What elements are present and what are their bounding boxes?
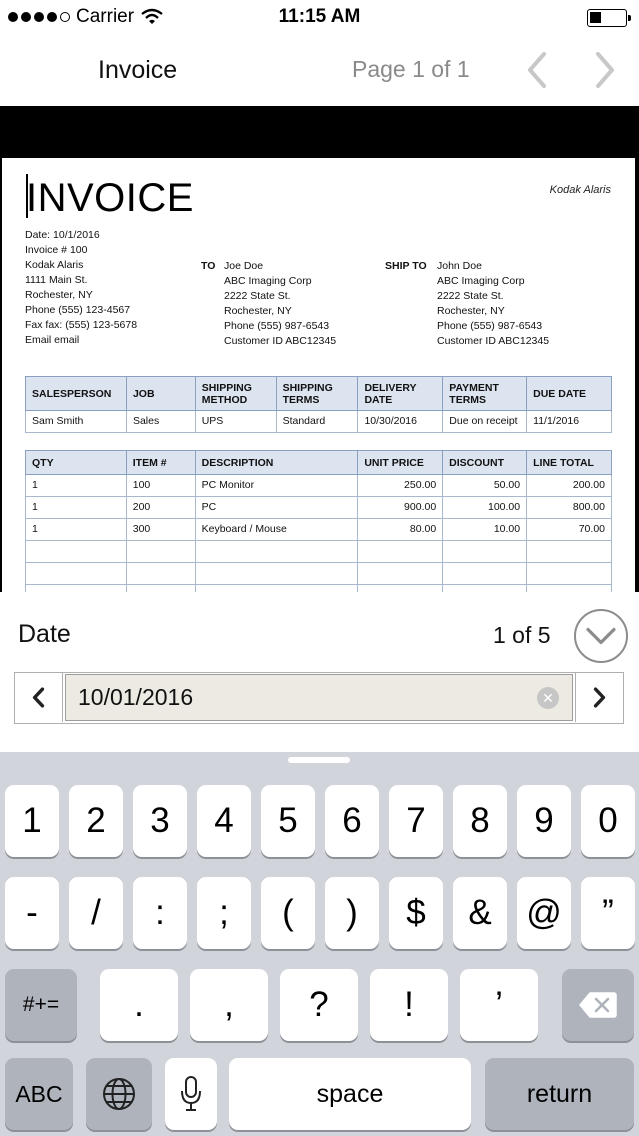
key-semicolon[interactable]: ; xyxy=(197,877,251,949)
table-cell[interactable] xyxy=(527,563,612,585)
invoice-date[interactable]: Date: 10/1/2016 xyxy=(25,229,100,241)
abc-mode-key[interactable]: ABC xyxy=(5,1058,73,1130)
table-cell[interactable]: Standard xyxy=(276,411,358,433)
table-row xyxy=(26,519,612,541)
space-key[interactable]: space xyxy=(229,1058,471,1130)
table-cell[interactable]: 800.00 xyxy=(527,497,612,519)
table-cell[interactable]: Keyboard / Mouse xyxy=(195,519,358,541)
key-7[interactable]: 7 xyxy=(389,785,443,857)
table-cell[interactable]: 10/30/2016 xyxy=(358,411,443,433)
field-editor-panel xyxy=(0,592,639,752)
key-quote[interactable]: ” xyxy=(581,877,635,949)
key-at[interactable]: @ xyxy=(517,877,571,949)
table-cell[interactable]: 300 xyxy=(126,519,195,541)
table-row xyxy=(26,563,612,585)
key-9[interactable]: 9 xyxy=(517,785,571,857)
ship-to-line: 2222 State St. xyxy=(437,290,504,302)
key-dollar[interactable]: $ xyxy=(389,877,443,949)
key-more-symbols[interactable]: #+= xyxy=(5,969,77,1041)
table-cell[interactable]: 11/1/2016 xyxy=(527,411,612,433)
recipient-line: ABC Imaging Corp xyxy=(224,275,312,287)
table-cell[interactable] xyxy=(195,563,358,585)
table-cell[interactable]: 10.00 xyxy=(443,519,527,541)
sender-line: Rochester, NY xyxy=(25,289,93,301)
microphone-icon xyxy=(179,1075,203,1113)
table-cell[interactable] xyxy=(527,585,612,593)
column-header: DELIVERY DATE xyxy=(358,377,443,411)
table-cell[interactable] xyxy=(195,585,358,593)
column-header: JOB xyxy=(126,377,195,411)
clock: 11:15 AM xyxy=(278,6,361,27)
invoice-page xyxy=(2,158,635,592)
table-cell[interactable]: 200 xyxy=(126,497,195,519)
key-6[interactable]: 6 xyxy=(325,785,379,857)
navigation-bar xyxy=(0,36,639,106)
table-cell[interactable]: 1 xyxy=(26,519,127,541)
recipient-line: 2222 State St. xyxy=(224,290,291,302)
line-items-table xyxy=(25,450,612,592)
next-page-button[interactable] xyxy=(588,50,624,90)
recipient-line: Joe Doe xyxy=(224,260,264,272)
column-header: DESCRIPTION xyxy=(195,451,358,475)
sender-line: 1111 Main St. xyxy=(25,274,88,286)
table-cell[interactable]: 1 xyxy=(26,497,127,519)
ship-to-label: SHIP TO xyxy=(385,260,427,272)
table-cell[interactable] xyxy=(358,585,443,593)
recipient-line: Customer ID ABC12345 xyxy=(224,335,337,347)
numeric-keyboard xyxy=(0,752,639,1136)
globe-key[interactable] xyxy=(86,1058,152,1130)
field-input-row xyxy=(14,672,624,724)
table-cell[interactable]: 100.00 xyxy=(443,497,527,519)
table-cell[interactable]: 80.00 xyxy=(358,519,443,541)
table-header-row xyxy=(26,451,612,475)
table-header-row xyxy=(26,377,612,411)
table-cell[interactable]: 250.00 xyxy=(358,475,443,497)
table-cell[interactable]: PC Monitor xyxy=(195,475,358,497)
field-counter: 1 of 5 xyxy=(493,622,551,648)
table-cell[interactable]: Sales xyxy=(126,411,195,433)
status-bar xyxy=(0,0,639,36)
column-header: UNIT PRICE xyxy=(358,451,443,475)
field-value-input[interactable] xyxy=(65,674,573,721)
backspace-key[interactable] xyxy=(562,969,634,1041)
column-header: DUE DATE xyxy=(527,377,612,411)
key-3[interactable]: 3 xyxy=(133,785,187,857)
table-cell[interactable]: 1 xyxy=(26,475,127,497)
column-header: SALESPERSON xyxy=(26,377,127,411)
ship-to-line: Rochester, NY xyxy=(437,305,505,317)
column-header: PAYMENT TERMS xyxy=(443,377,527,411)
sender-line: Email email xyxy=(25,334,80,346)
table-cell[interactable]: 900.00 xyxy=(358,497,443,519)
keyboard-grip-handle[interactable] xyxy=(288,757,350,763)
key-comma[interactable]: , xyxy=(190,969,268,1041)
ship-to-block xyxy=(437,259,549,349)
table-cell[interactable] xyxy=(26,563,127,585)
table-row xyxy=(26,497,612,519)
backspace-icon xyxy=(578,991,618,1019)
recipient-block xyxy=(224,259,336,349)
table-cell[interactable] xyxy=(26,585,127,593)
table-cell[interactable] xyxy=(443,585,527,593)
table-cell[interactable] xyxy=(358,563,443,585)
key-2[interactable]: 2 xyxy=(69,785,123,857)
table-cell[interactable] xyxy=(26,541,127,563)
table-cell[interactable] xyxy=(126,563,195,585)
table-cell[interactable]: 100 xyxy=(126,475,195,497)
to-label: TO xyxy=(201,260,216,272)
table-cell[interactable]: UPS xyxy=(195,411,276,433)
key-4[interactable]: 4 xyxy=(197,785,251,857)
field-name-label: Date xyxy=(18,620,71,648)
collapse-panel-button[interactable] xyxy=(574,609,628,663)
sales-info-table xyxy=(25,376,612,433)
table-cell[interactable] xyxy=(126,585,195,593)
sender-line: Kodak Alaris xyxy=(25,259,84,271)
key-0[interactable]: 0 xyxy=(581,785,635,857)
table-row xyxy=(26,411,612,433)
recipient-line: Phone (555) 987-6543 xyxy=(224,320,330,332)
table-row xyxy=(26,475,612,497)
invoice-title: INVOICE xyxy=(26,176,194,220)
table-row xyxy=(26,541,612,563)
key-open-paren[interactable]: ( xyxy=(261,877,315,949)
sender-line: Fax fax: (555) 123-5678 xyxy=(25,319,138,331)
key-exclamation[interactable]: ! xyxy=(370,969,448,1041)
key-1[interactable]: 1 xyxy=(5,785,59,857)
next-field-button[interactable] xyxy=(575,673,623,722)
table-cell[interactable]: PC xyxy=(195,497,358,519)
table-cell[interactable] xyxy=(195,541,358,563)
return-key[interactable]: return xyxy=(485,1058,634,1130)
table-cell[interactable]: 200.00 xyxy=(527,475,612,497)
key-close-paren[interactable]: ) xyxy=(325,877,379,949)
globe-icon xyxy=(102,1077,136,1111)
table-cell[interactable] xyxy=(443,563,527,585)
column-header: LINE TOTAL xyxy=(527,451,612,475)
dictation-key[interactable] xyxy=(165,1058,217,1130)
key-ampersand[interactable]: & xyxy=(453,877,507,949)
table-cell[interactable]: 70.00 xyxy=(527,519,612,541)
column-header: DISCOUNT xyxy=(443,451,527,475)
table-cell[interactable]: 50.00 xyxy=(443,475,527,497)
table-row xyxy=(26,585,612,593)
previous-field-button[interactable] xyxy=(15,673,63,722)
column-header: QTY xyxy=(26,451,127,475)
key-slash[interactable]: / xyxy=(69,877,123,949)
key-period[interactable]: . xyxy=(100,969,178,1041)
sender-line: Phone (555) 123-4567 xyxy=(25,304,131,316)
key-5[interactable]: 5 xyxy=(261,785,315,857)
key-hyphen[interactable]: - xyxy=(5,877,59,949)
table-cell[interactable]: Sam Smith xyxy=(26,411,127,433)
table-cell[interactable]: Due on receipt xyxy=(443,411,527,433)
recipient-line: Rochester, NY xyxy=(224,305,292,317)
invoice-sender-block xyxy=(25,228,137,348)
column-header: ITEM # xyxy=(126,451,195,475)
key-apostrophe[interactable]: ’ xyxy=(460,969,538,1041)
page-title: Invoice xyxy=(98,56,178,84)
key-8[interactable]: 8 xyxy=(453,785,507,857)
table-cell[interactable] xyxy=(527,541,612,563)
column-header: SHIPPING METHOD xyxy=(195,377,276,411)
carrier-name: Carrier xyxy=(76,6,135,27)
clear-field-button[interactable]: ✕ xyxy=(537,687,559,709)
previous-page-button[interactable] xyxy=(518,50,554,90)
ship-to-line: Phone (555) 987-6543 xyxy=(437,320,543,332)
table-cell[interactable] xyxy=(358,541,443,563)
ship-to-line: John Doe xyxy=(437,260,482,272)
key-colon[interactable]: : xyxy=(133,877,187,949)
table-cell[interactable] xyxy=(443,541,527,563)
invoice-number: Invoice # 100 xyxy=(25,244,88,256)
ship-to-line: Customer ID ABC12345 xyxy=(437,335,550,347)
document-viewer[interactable] xyxy=(0,106,639,592)
company-logo-text: Kodak Alaris xyxy=(549,184,611,196)
key-question[interactable]: ? xyxy=(280,969,358,1041)
page-indicator: Page 1 of 1 xyxy=(352,56,470,82)
ship-to-line: ABC Imaging Corp xyxy=(437,275,525,287)
table-cell[interactable] xyxy=(126,541,195,563)
battery-icon xyxy=(587,9,627,27)
column-header: SHIPPING TERMS xyxy=(276,377,358,411)
